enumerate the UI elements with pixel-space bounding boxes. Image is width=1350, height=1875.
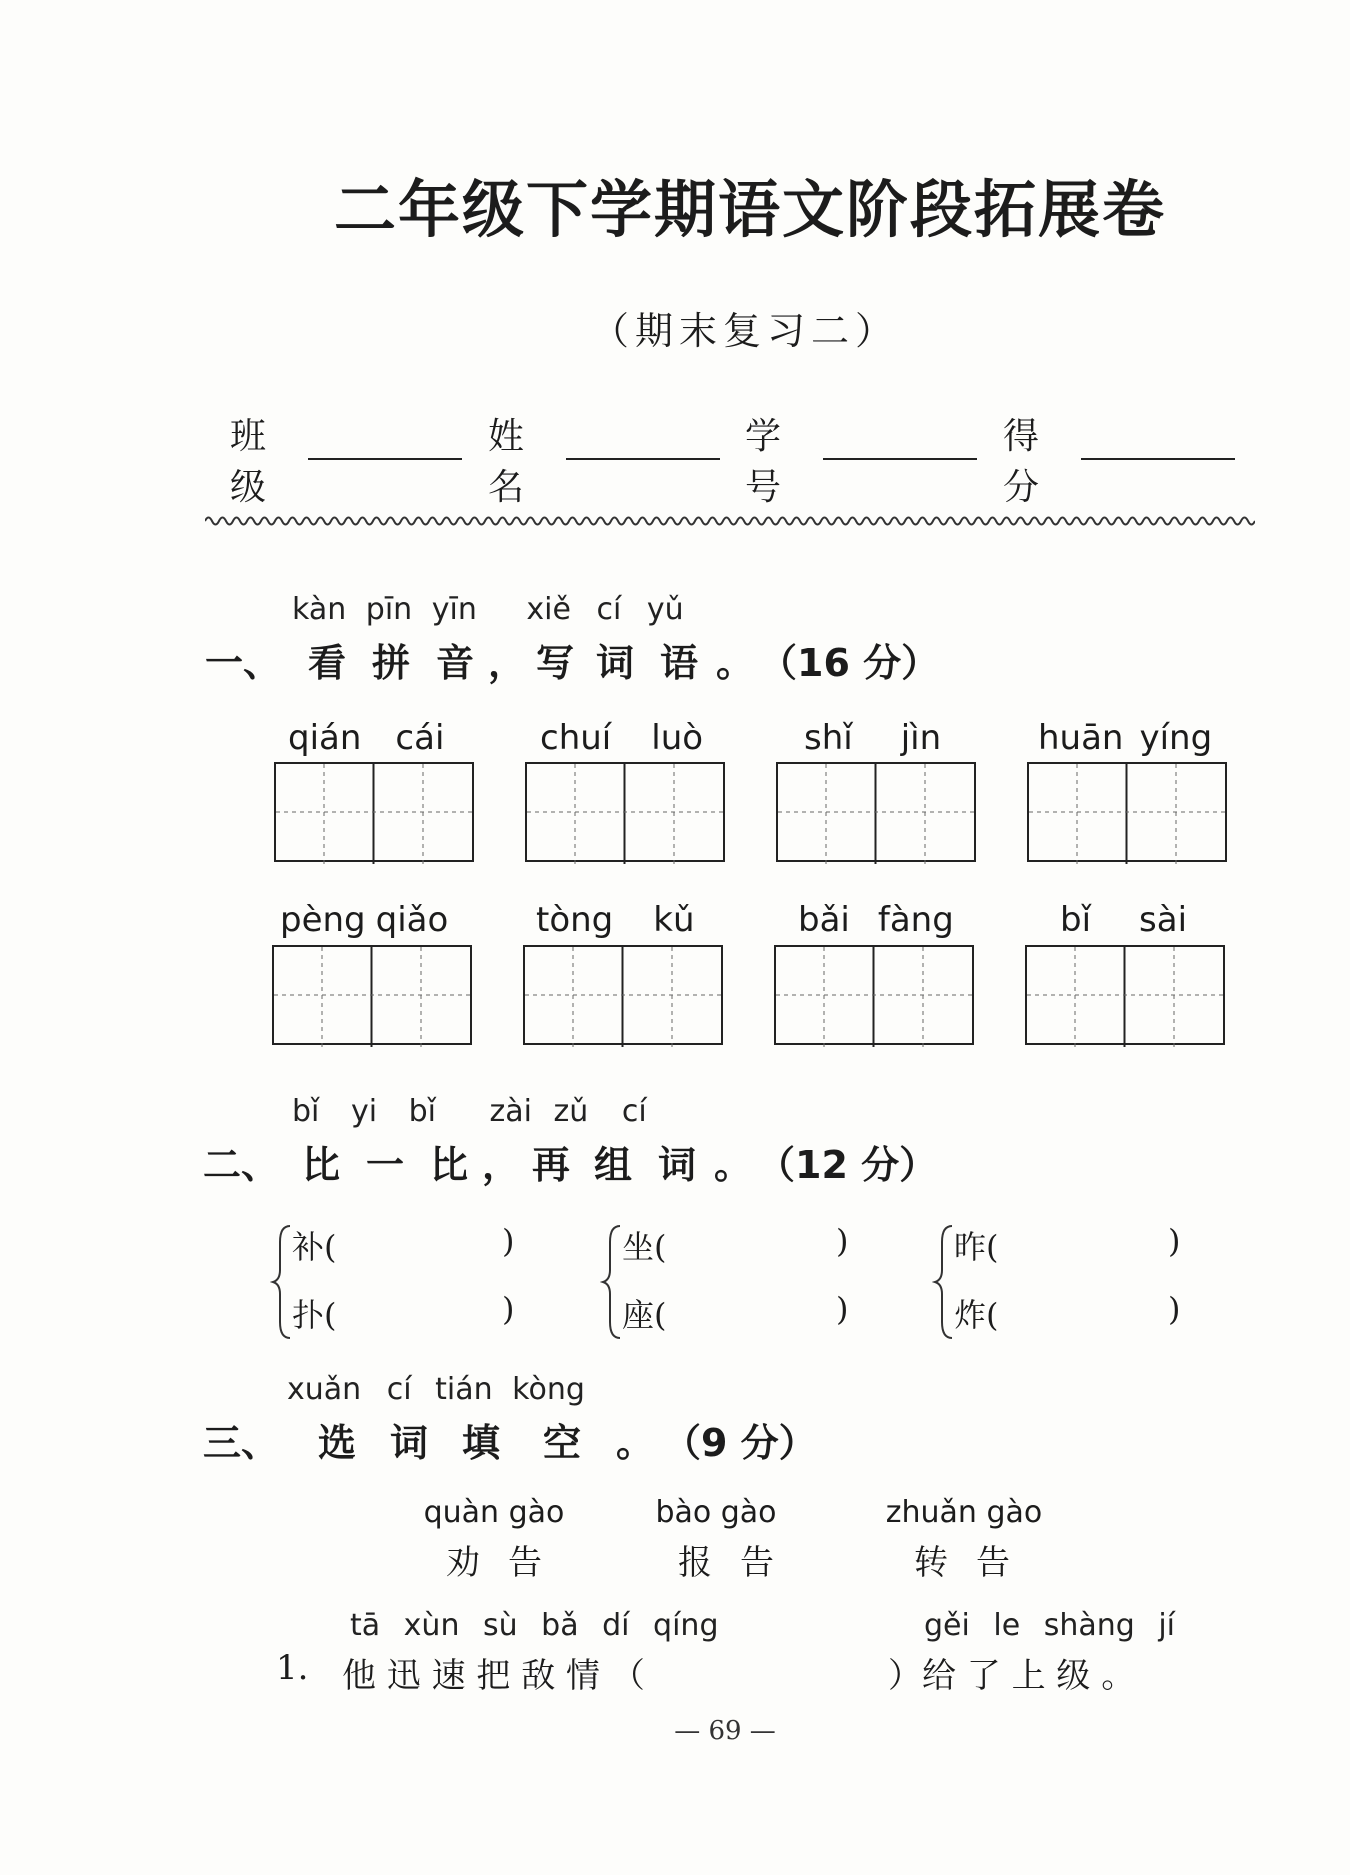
heading-char: 词 [596, 641, 635, 685]
score-label: 得分 [1003, 416, 1046, 508]
section1-number: 一、 [205, 641, 282, 685]
section3-number: 三、 [203, 1421, 280, 1465]
section2-score: （12 分） [757, 1143, 938, 1187]
writing-grid[interactable] [525, 762, 725, 862]
score-field[interactable] [1081, 458, 1235, 460]
compare-pair [600, 1222, 860, 1342]
page-title: 二年级下学期语文阶段拓展卷 [333, 173, 1166, 246]
item-pinyin: tòng kǔ [536, 900, 695, 940]
item-pinyin: chuí luò [540, 718, 704, 758]
writing-grid[interactable] [776, 762, 976, 862]
student-number-label: 学号 [745, 416, 788, 508]
wavy-divider [205, 512, 1255, 530]
pinyin-yi: yi [350, 1094, 378, 1129]
heading-char: 。 [714, 1143, 753, 1187]
pair-bottom-char: 炸( [954, 1296, 999, 1334]
page-number: — 69 — [674, 1716, 776, 1746]
section2-heading [203, 1134, 937, 1189]
section2-pinyin [292, 1094, 647, 1129]
heading-char: 比 [430, 1143, 469, 1187]
item-pinyin: shǐ jìn [804, 718, 942, 758]
pinyin-kan: kàn [292, 592, 347, 627]
pair-bottom-close: ) [1168, 1290, 1181, 1328]
pinyin-yu: yǔ [646, 592, 684, 627]
heading-char: 一 [366, 1143, 405, 1187]
pinyin-bi: bǐ [408, 1094, 436, 1129]
heading-char: ， [488, 641, 527, 685]
pinyin-yin: yīn [431, 592, 477, 627]
pinyin-zu: zǔ [553, 1094, 589, 1129]
name-field[interactable] [566, 458, 720, 460]
pinyin-ci: cí [386, 1372, 412, 1407]
brace-icon [270, 1222, 294, 1342]
pair-bottom-close: ) [836, 1290, 849, 1328]
pair-top-close: ) [502, 1222, 515, 1260]
word-choice[interactable]: 劝告 [446, 1543, 570, 1583]
section3-heading [203, 1412, 817, 1467]
pair-top-char: 坐( [622, 1228, 667, 1266]
pinyin-ci: cí [596, 592, 622, 627]
pair-top-close: ) [1168, 1222, 1181, 1260]
heading-char: 音 [436, 641, 475, 685]
grid-lines [276, 764, 476, 864]
heading-char: 写 [536, 641, 575, 685]
word-choice[interactable]: 报告 [678, 1543, 802, 1583]
pinyin-tian: tián [435, 1372, 493, 1407]
grid-lines [274, 947, 474, 1047]
writing-grid[interactable] [272, 945, 472, 1045]
heading-char: 空 [543, 1421, 582, 1465]
heading-char: 词 [390, 1421, 429, 1465]
sentence1-number: 1. [276, 1648, 309, 1688]
grid-lines [1029, 764, 1229, 864]
heading-char: 比 [302, 1143, 341, 1187]
pinyin-pin: pīn [365, 592, 413, 627]
heading-char: 再 [532, 1143, 571, 1187]
pinyin-kong: kòng [512, 1372, 585, 1407]
pinyin-xie: xiě [526, 592, 571, 627]
pair-bottom-char: 扑( [292, 1296, 337, 1334]
heading-char: 。 [716, 641, 755, 685]
item-pinyin: huān yíng [1038, 718, 1213, 758]
heading-char: 填 [462, 1421, 501, 1465]
name-label: 姓名 [488, 416, 531, 508]
writing-grid[interactable] [1027, 762, 1227, 862]
heading-char: 组 [594, 1143, 633, 1187]
writing-grid[interactable] [774, 945, 974, 1045]
heading-char: 看 [308, 641, 347, 685]
heading-char: 选 [318, 1421, 357, 1465]
writing-grid[interactable] [274, 762, 474, 862]
heading-char: 拼 [372, 641, 411, 685]
heading-char: 词 [658, 1143, 697, 1187]
class-field[interactable] [308, 458, 462, 460]
pinyin-xuan: xuǎn [287, 1372, 362, 1407]
compare-pair [270, 1222, 530, 1342]
section3-score: （9 分） [663, 1421, 817, 1465]
sentence1-blank[interactable] [735, 1655, 885, 1695]
pair-bottom-char: 座( [622, 1296, 667, 1334]
compare-pair [932, 1222, 1192, 1342]
heading-char: ， [482, 1143, 521, 1187]
brace-icon [932, 1222, 956, 1342]
section3-pinyin [287, 1372, 585, 1407]
grid-lines [778, 764, 978, 864]
student-number-field[interactable] [823, 458, 977, 460]
pair-top-char: 补( [292, 1228, 337, 1266]
item-pinyin: bǐ sài [1060, 900, 1188, 940]
item-pinyin: pèng qiǎo [280, 900, 449, 940]
section1-heading [205, 632, 939, 687]
pair-top-char: 昨( [954, 1228, 999, 1266]
pair-top-close: ) [836, 1222, 849, 1260]
writing-grid[interactable] [1025, 945, 1225, 1045]
sentence1-right: ）给 了 上 级 。 [888, 1656, 1136, 1696]
pinyin-bi: bǐ [292, 1094, 320, 1129]
heading-char: 语 [660, 641, 699, 685]
grid-lines [525, 947, 725, 1047]
section1-score: （16 分） [759, 641, 940, 685]
sentence1-left: 他 迅 速 把 敌 情 （ [342, 1656, 645, 1696]
heading-char: 。 [616, 1421, 655, 1465]
word-choice-pinyin: quàn gào [423, 1495, 565, 1530]
pinyin-ci: cí [621, 1094, 647, 1129]
pinyin-zai: zài [489, 1094, 532, 1129]
word-choice[interactable]: 转告 [914, 1543, 1038, 1583]
item-pinyin: qián cái [288, 718, 445, 758]
word-choice-pinyin: zhuǎn gào [885, 1495, 1043, 1530]
class-label: 班级 [230, 416, 273, 508]
page-subtitle: （期末复习二） [590, 309, 899, 353]
grid-lines [1027, 947, 1227, 1047]
sentence1-pinyin-right: gěi le shàng jí [924, 1608, 1175, 1643]
item-pinyin: bǎi fàng [798, 900, 954, 940]
word-choice-pinyin: bào gào [655, 1495, 777, 1530]
sentence1-pinyin-left: tā xùn sù bǎ dí qíng [350, 1608, 719, 1643]
grid-lines [527, 764, 727, 864]
section1-pinyin [292, 592, 684, 627]
pair-bottom-close: ) [502, 1290, 515, 1328]
writing-grid[interactable] [523, 945, 723, 1045]
grid-lines [776, 947, 976, 1047]
brace-icon [600, 1222, 624, 1342]
section2-number: 二、 [203, 1143, 280, 1187]
